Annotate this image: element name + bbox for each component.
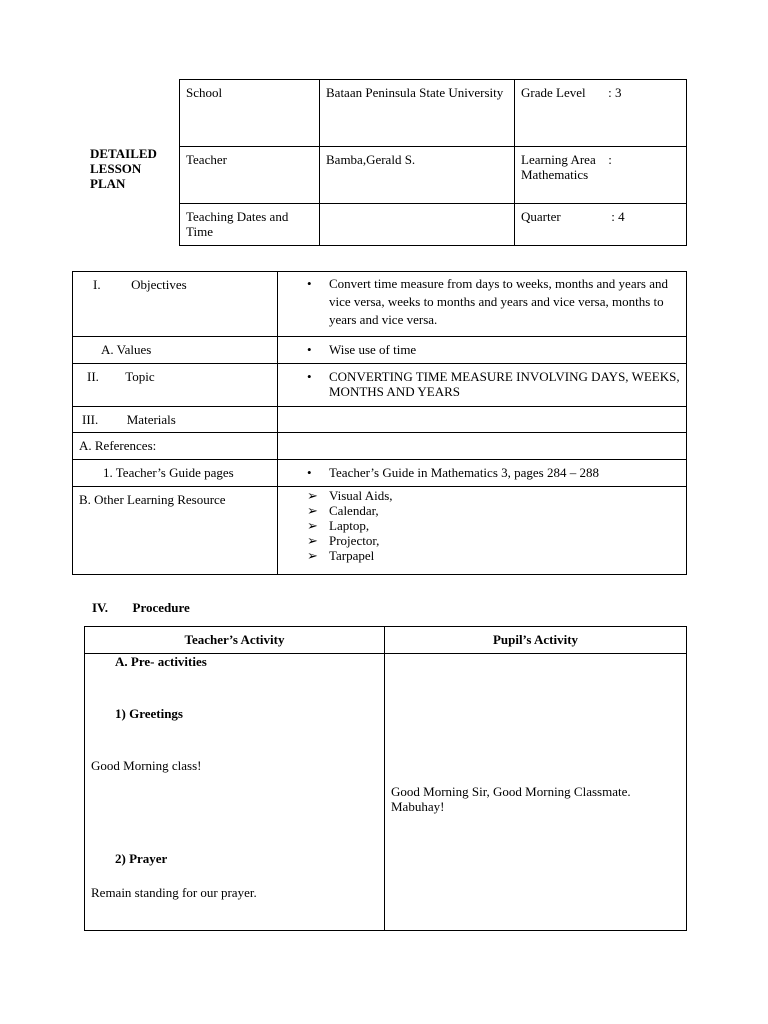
guide-text-cell [278, 460, 687, 487]
procedure-num: IV. [92, 600, 109, 615]
objectives-label-cell [73, 272, 278, 337]
objectives-text: Convert time measure from days to weeks, months and years and vice versa, weeks to months and years and vice versa, months to years and vice versa. [329, 276, 668, 327]
values-text-cell [278, 337, 687, 364]
values-text: Wise use of time [329, 342, 417, 357]
area-label: Learning Area [521, 152, 596, 167]
greetings-heading: 1) Greetings [115, 706, 183, 721]
materials-label-cell [73, 407, 278, 433]
objectives-text-cell [278, 272, 687, 337]
procedure-heading [92, 600, 190, 616]
pre-activities-heading: A. Pre- activities [115, 654, 207, 669]
other-resource-list [284, 488, 680, 563]
topic-label: Topic [125, 369, 155, 384]
quarter-cell [515, 204, 687, 246]
lesson-plan-table [72, 271, 687, 575]
list-item: ➢ Calendar, [307, 503, 379, 518]
arrow-bullet-icon: ➢ [307, 548, 318, 563]
references-value-cell [278, 433, 687, 460]
dates-value [320, 204, 515, 246]
guide-text: Teacher’s Guide in Mathematics 3, pages 284 – 288 [329, 465, 599, 480]
title-line-2: LESSON [90, 161, 142, 176]
guide-label: 1. Teacher’s Guide pages [73, 460, 278, 487]
learning-area-cell [515, 147, 687, 204]
arrow-bullet-icon: ➢ [307, 518, 318, 533]
bullet-icon: • [307, 465, 312, 480]
arrow-bullet-icon: ➢ [307, 488, 318, 503]
pupil-activity-header: Pupil’s Activity [385, 627, 687, 654]
topic-text-cell [278, 364, 687, 407]
title-line-3: PLAN [90, 176, 126, 191]
bullet-icon: • [307, 342, 312, 357]
arrow-bullet-icon: ➢ [307, 503, 318, 518]
title-line-1: DETAILED [90, 146, 157, 161]
references-label: A. References: [73, 433, 278, 460]
teacher-prayer-text: Remain standing for our prayer. [91, 885, 257, 900]
area-colon: : [608, 152, 612, 167]
materials-num: III. [82, 412, 99, 427]
grade-value: : 3 [608, 85, 622, 100]
list-item: ➢ Tarpapel [307, 548, 375, 563]
topic-label-cell [73, 364, 278, 407]
topic-num: II. [87, 369, 99, 384]
grade-level-cell [515, 80, 687, 147]
materials-label: Materials [126, 412, 176, 427]
procedure-table [84, 626, 687, 931]
grade-label: Grade Level [521, 85, 586, 100]
area-value: Mathematics [521, 167, 589, 182]
values-label: A. Values [73, 337, 278, 364]
teacher-greeting-text: Good Morning class! [91, 758, 202, 773]
teacher-activity-cell [85, 654, 385, 931]
materials-value-cell [278, 407, 687, 433]
list-item: ➢ Visual Aids, [307, 488, 393, 503]
other-resource-cell [278, 487, 687, 575]
dates-label: Teaching Dates and Time [180, 204, 320, 246]
school-label: School [180, 80, 320, 147]
bullet-icon: • [307, 369, 312, 384]
header-info-table [179, 79, 687, 246]
list-item: ➢ Projector, [307, 533, 380, 548]
teacher-value: Bamba,Gerald S. [320, 147, 515, 204]
prayer-heading: 2) Prayer [115, 851, 168, 866]
bullet-icon: • [307, 276, 312, 291]
school-value: Bataan Peninsula State University [320, 80, 515, 147]
objectives-num: I. [93, 277, 101, 292]
quarter-label: Quarter [521, 209, 561, 224]
objectives-label: Objectives [131, 277, 187, 292]
quarter-value: : 4 [611, 209, 625, 224]
list-item: ➢ Laptop, [307, 518, 370, 533]
teacher-label: Teacher [180, 147, 320, 204]
other-resource-label: B. Other Learning Resource [73, 487, 278, 575]
topic-text: CONVERTING TIME MEASURE INVOLVING DAYS, WEEKS, MONTHS AND YEARS [329, 369, 680, 399]
arrow-bullet-icon: ➢ [307, 533, 318, 548]
procedure-title: Procedure [132, 600, 190, 615]
pupil-greeting-text: Good Morning Sir, Good Morning Classmate. Mabuhay! [391, 784, 631, 814]
pupil-activity-cell [385, 654, 687, 931]
teacher-activity-header: Teacher’s Activity [85, 627, 385, 654]
lesson-plan-title [90, 146, 157, 191]
